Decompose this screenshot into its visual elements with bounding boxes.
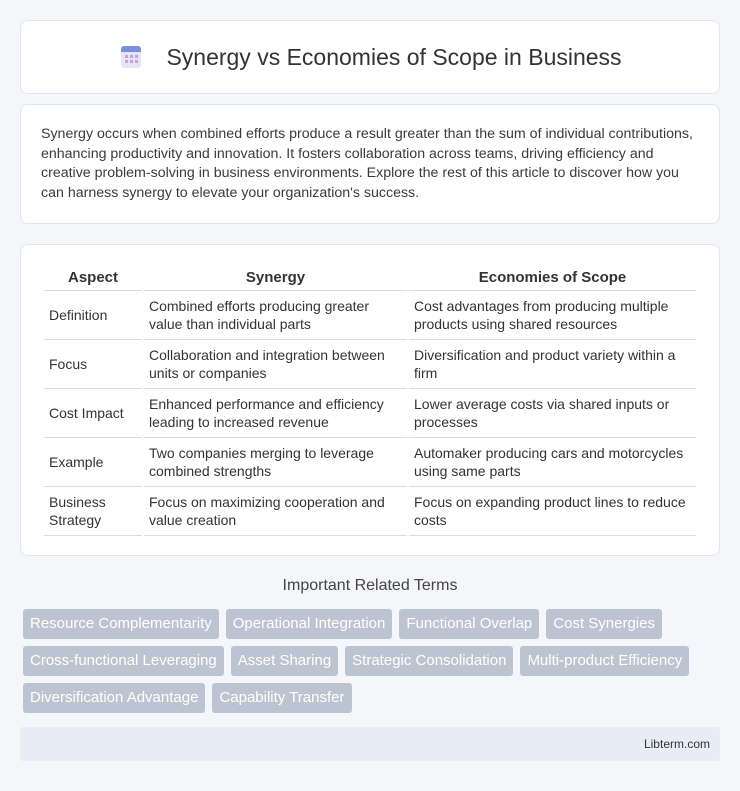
comparison-card [20,244,720,556]
table-row [44,389,696,438]
intro-card [20,104,720,224]
column-header-aspect: Aspect [44,265,142,291]
table-cell-economies: Automaker producing cars and motorcycles using same parts [409,438,696,487]
related-terms-heading: Important Related Terms [282,577,458,594]
table-cell-aspect: Business Strategy [44,487,142,536]
table-cell-synergy: Focus on maximizing cooperation and value creation [144,487,407,536]
related-term-tag[interactable]: Diversification Advantage [23,683,205,713]
page-title: Synergy vs Economies of Scope in Business [166,43,622,70]
footer-site-link[interactable]: Libterm.com [643,737,710,751]
table-cell-synergy: Two companies merging to leverage combined strengths [144,438,407,487]
table-cell-economies: Focus on expanding product lines to reduce costs [409,487,696,536]
intro-paragraph: Synergy occurs when combined efforts produce a result greater than the sum of individual contributions, enhancing productivity and innovation. It fosters collaboration across teams, driving efficiency and creative problem-solving in business environments. Explore the rest of this article to discover how you can harness synergy to elevate your organization's success. [41,126,693,201]
table-cell-economies: Lower average costs via shared inputs or processes [409,389,696,438]
related-term-tag[interactable]: Asset Sharing [231,646,338,676]
related-terms-list [23,609,723,713]
related-term-tag[interactable]: Multi-product Efficiency [520,646,689,676]
related-term-tag[interactable]: Functional Overlap [399,609,539,639]
related-term-tag[interactable]: Cross-functional Leveraging [23,646,224,676]
document-icon [118,44,144,70]
table-header-row [44,265,696,291]
table-row [44,291,696,340]
related-term-tag[interactable]: Strategic Consolidation [345,646,513,676]
table-cell-synergy: Enhanced performance and efficiency leading to increased revenue [144,389,407,438]
table-cell-aspect: Cost Impact [44,389,142,438]
column-header-synergy: Synergy [144,265,407,291]
table-cell-aspect: Focus [44,340,142,389]
table-row [44,487,696,536]
table-cell-aspect: Definition [44,291,142,340]
related-term-tag[interactable]: Resource Complementarity [23,609,219,639]
table-row [44,438,696,487]
table-row [44,340,696,389]
footer [20,727,720,761]
related-term-tag[interactable]: Operational Integration [226,609,393,639]
related-term-tag[interactable]: Cost Synergies [546,609,662,639]
table-cell-economies: Diversification and product variety within a firm [409,340,696,389]
column-header-economies-of-scope: Economies of Scope [409,265,696,291]
table-cell-aspect: Example [44,438,142,487]
related-term-tag[interactable]: Capability Transfer [212,683,351,713]
table-cell-synergy: Combined efforts producing greater value than individual parts [144,291,407,340]
table-cell-economies: Cost advantages from producing multiple products using shared resources [409,291,696,340]
title-card [20,20,720,94]
comparison-table [42,265,698,536]
table-cell-synergy: Collaboration and integration between units or companies [144,340,407,389]
